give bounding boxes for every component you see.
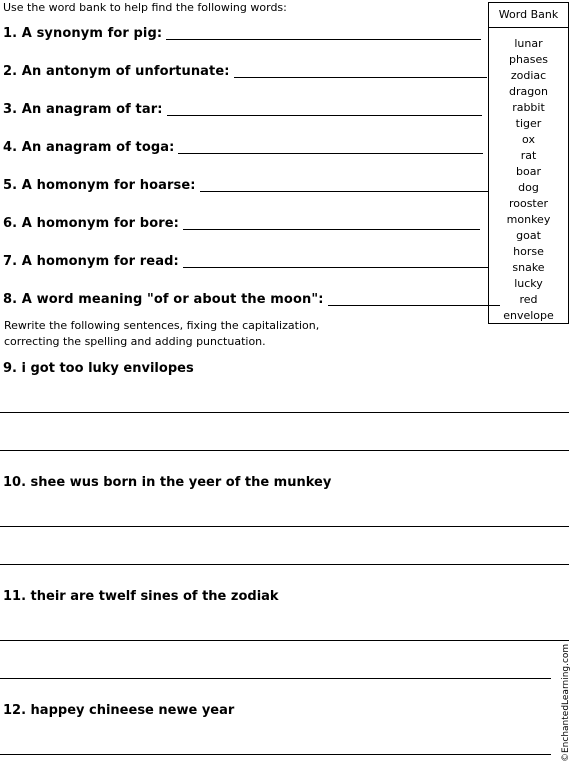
word-bank-word: rat — [520, 149, 537, 162]
question-label: 6. A homonym for bore: — [3, 216, 179, 231]
answer-blank[interactable] — [234, 76, 487, 78]
answer-blank[interactable] — [183, 228, 480, 230]
word-bank-word: lunar — [514, 37, 543, 50]
answer-blank[interactable] — [166, 38, 481, 40]
word-bank-word: red — [519, 293, 538, 306]
sentence-12: 12. happey chineese newe year — [3, 703, 235, 718]
writing-line[interactable] — [0, 526, 569, 527]
word-bank-word: dragon — [509, 85, 548, 98]
question-label: 8. A word meaning "of or about the moon": — [3, 292, 324, 307]
word-bank-word: rooster — [508, 197, 549, 210]
rewrite-instructions-line: Rewrite the following sentences, fixing the capitalization, — [4, 319, 320, 332]
writing-line[interactable] — [0, 450, 569, 451]
word-bank-word: phases — [509, 53, 548, 66]
word-bank-word: goat — [516, 229, 541, 242]
rewrite-instructions — [4, 318, 319, 350]
question-5 — [3, 174, 481, 194]
question-label: 2. An antonym of unfortunate: — [3, 64, 230, 79]
question-8 — [3, 288, 481, 308]
word-bank-title: Word Bank — [489, 3, 568, 28]
question-1 — [3, 22, 481, 42]
question-6 — [3, 212, 481, 232]
writing-line[interactable] — [0, 564, 569, 565]
question-2 — [3, 60, 481, 80]
answer-blank[interactable] — [178, 152, 483, 154]
word-bank-word: zodiac — [510, 69, 547, 82]
question-label: 3. An anagram of tar: — [3, 102, 163, 117]
question-label: 4. An anagram of toga: — [3, 140, 175, 155]
word-bank-word: lucky — [514, 277, 543, 290]
rewrite-instructions-line: correcting the spelling and adding punctuation. — [4, 335, 266, 348]
writing-line[interactable] — [0, 754, 551, 755]
copyright-notice: ©EnchantedLearning.com — [561, 643, 571, 762]
sentence-11: 11. their are twelf sines of the zodiak — [3, 589, 279, 604]
sentence-10: 10. shee wus born in the yeer of the munkey — [3, 475, 332, 490]
word-bank-word: horse — [513, 245, 544, 258]
word-bank — [488, 2, 569, 324]
word-bank-word: monkey — [506, 213, 551, 226]
word-bank-list — [489, 36, 568, 324]
answer-blank[interactable] — [328, 304, 500, 306]
word-bank-word: tiger — [515, 117, 542, 130]
writing-line[interactable] — [0, 678, 551, 679]
question-3 — [3, 98, 481, 118]
writing-line[interactable] — [0, 412, 569, 413]
word-bank-word: envelope — [503, 309, 554, 322]
word-bank-word: boar — [516, 165, 541, 178]
sentence-9: 9. i got too luky envilopes — [3, 361, 194, 376]
word-bank-word: snake — [512, 261, 545, 274]
answer-blank[interactable] — [200, 190, 488, 192]
instructions: Use the word bank to help find the following words: — [3, 1, 287, 14]
writing-line[interactable] — [0, 640, 569, 641]
question-7 — [3, 250, 481, 270]
question-4 — [3, 136, 481, 156]
answer-blank[interactable] — [183, 266, 489, 268]
question-label: 7. A homonym for read: — [3, 254, 179, 269]
word-bank-word: rabbit — [512, 101, 545, 114]
word-bank-word: dog — [518, 181, 539, 194]
answer-blank[interactable] — [167, 114, 482, 116]
question-label: 5. A homonym for hoarse: — [3, 178, 196, 193]
question-label: 1. A synonym for pig: — [3, 26, 163, 41]
word-bank-word: ox — [522, 133, 535, 146]
